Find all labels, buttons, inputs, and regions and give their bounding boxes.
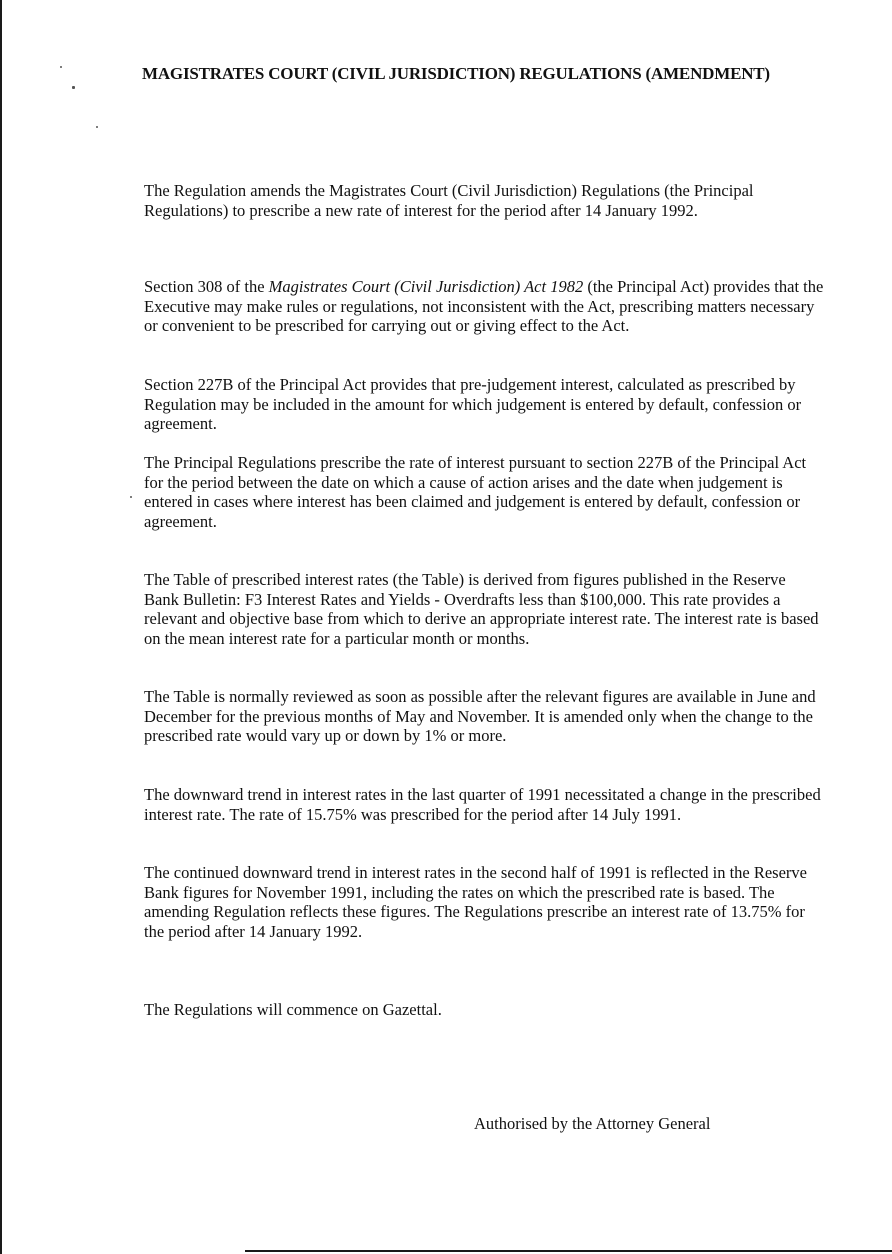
scan-speck bbox=[96, 126, 98, 128]
paragraph-3: Section 227B of the Principal Act provides that pre-judgement interest, calculated as prescribed by Regulation may be included in the amount for which judgement is entered by default, confession or agreement. bbox=[144, 375, 802, 433]
act-name: Magistrates Court (Civil Jurisdiction) Act 1982 bbox=[268, 277, 584, 296]
paragraph-2 bbox=[144, 277, 824, 336]
page-edge-left bbox=[0, 0, 2, 1254]
paragraph-9: The Regulations will commence on Gazettal. bbox=[144, 1000, 442, 1019]
paragraph-8: The continued downward trend in interest rates in the second half of 1991 is reflected in the Reserve Bank figures for November 1991, including the rates on which the prescribed rate is based. The amending Regulation reflects these figures. The Regulations prescribe an interest rate of 13.75% for the period after 14 January 1992. bbox=[144, 863, 807, 941]
paragraph-2-rest: (the Principal Act) provides that the Executive may make rules or regulations, not inconsistent with the Act, prescribing matters necessary or convenient to be prescribed for carrying out or giving effect to the Act. bbox=[144, 277, 824, 335]
scan-speck bbox=[130, 496, 132, 498]
page-edge-bottom bbox=[245, 1250, 892, 1252]
paragraph-2-lead: Section 308 of the bbox=[144, 277, 269, 296]
document-title: MAGISTRATES COURT (CIVIL JURISDICTION) REGULATIONS (AMENDMENT) bbox=[142, 64, 770, 83]
paragraph-5: The Table of prescribed interest rates (the Table) is derived from figures published in the Reserve Bank Bulletin: F3 Interest Rates and Yields - Overdrafts less than $100,000. This rate provides a relevant and objective base from which to derive an appropriate interest rate. The interest rate is based on the mean interest rate for a particular month or months. bbox=[144, 570, 819, 648]
scan-speck bbox=[72, 86, 75, 89]
signature-line: Authorised by the Attorney General bbox=[474, 1114, 711, 1133]
scan-speck bbox=[60, 66, 62, 68]
paragraph-7: The downward trend in interest rates in the last quarter of 1991 necessitated a change in the prescribed interest rate. The rate of 15.75% was prescribed for the period after 14 July 1991. bbox=[144, 785, 821, 824]
paragraph-4: The Principal Regulations prescribe the rate of interest pursuant to section 227B of the Principal Act for the period between the date on which a cause of action arises and the date when judgement is entered in cases where interest has been claimed and judgement is entered by default, confession or agreement. bbox=[144, 453, 807, 531]
paragraph-6: The Table is normally reviewed as soon as possible after the relevant figures are available in June and December for the previous months of May and November. It is amended only when the change to the prescribed rate would vary up or down by 1% or more. bbox=[144, 687, 816, 745]
paragraph-1: The Regulation amends the Magistrates Court (Civil Jurisdiction) Regulations (the Principal Regulations) to prescribe a new rate of interest for the period after 14 January 1992. bbox=[144, 181, 754, 220]
